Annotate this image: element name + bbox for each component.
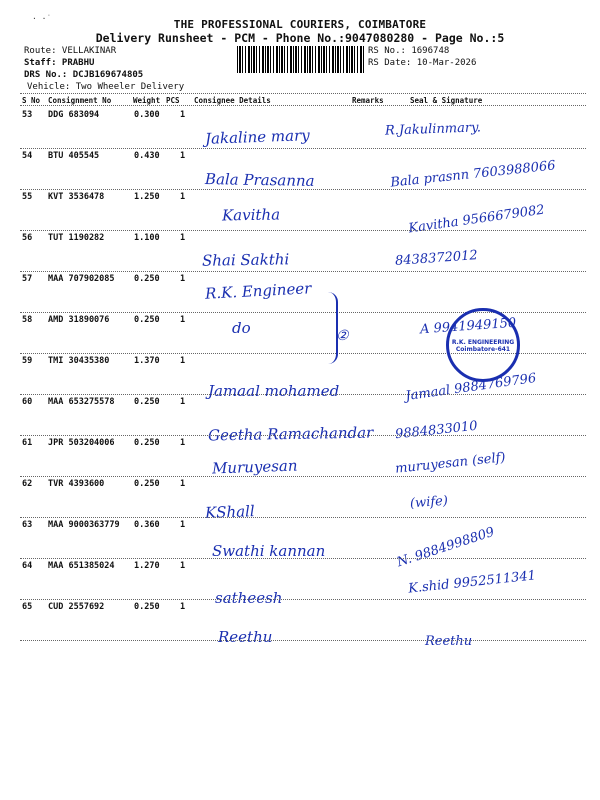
row-weight: 1.100 xyxy=(134,233,160,243)
row-pcs: 1 xyxy=(180,561,186,571)
row-consignment-no: TUT 1190282 xyxy=(48,233,105,243)
row-consignment-no: BTU 405545 xyxy=(48,151,100,161)
scan-specks: · ·˙ xyxy=(32,14,52,23)
row-consignment-no: KVT 3536478 xyxy=(48,192,105,202)
staff-label: Staff: PRABHU xyxy=(24,58,95,68)
row-weight: 0.250 xyxy=(134,438,160,448)
barcode-image xyxy=(237,46,365,73)
row-sno: 57 xyxy=(22,274,33,284)
row-consignee-handwriting: Reethu xyxy=(218,628,273,646)
row-sno: 62 xyxy=(22,479,33,489)
runsheet-subtitle: Delivery Runsheet - PCM - Phone No.:9047080280 - Page No.:5 xyxy=(95,31,505,45)
row-weight: 0.250 xyxy=(134,479,160,489)
row-divider xyxy=(20,394,586,395)
row-sno: 55 xyxy=(22,192,33,202)
row-divider xyxy=(20,271,586,272)
row-sno: 53 xyxy=(22,110,33,120)
row-weight: 0.300 xyxy=(134,110,160,120)
row-pcs: 1 xyxy=(180,602,186,612)
row-signature: K.shid 9952511341 xyxy=(407,568,537,597)
row-consignment-no: MAA 9000363779 xyxy=(48,520,120,530)
row-divider xyxy=(20,189,586,190)
row-divider xyxy=(20,148,586,149)
row-weight: 1.250 xyxy=(134,192,160,202)
row-signature: 9884833010 xyxy=(394,418,479,443)
row-divider xyxy=(20,476,586,477)
row-consignment-no: MAA 653275578 xyxy=(48,397,115,407)
row-signature: (wife) xyxy=(409,493,449,512)
row-pcs: 1 xyxy=(180,356,186,366)
row-signature: R.Jakulinmary. xyxy=(384,120,482,139)
drs-number: DRS No.: DCJB169674805 xyxy=(24,70,144,80)
row-weight: 0.250 xyxy=(134,602,160,612)
row-pcs: 1 xyxy=(180,110,186,120)
row-sno: 65 xyxy=(22,602,33,612)
rs-date: RS Date: 10-Mar-2026 xyxy=(368,58,477,68)
row-consignee-handwriting: Jakaline mary xyxy=(204,126,310,148)
circled-mark: ② xyxy=(336,328,349,344)
row-weight: 1.370 xyxy=(134,356,160,366)
row-sno: 60 xyxy=(22,397,33,407)
row-signature: A 9941949150 xyxy=(419,315,517,338)
row-consignment-no: MAA 651385024 xyxy=(48,561,115,571)
col-remarks: Remarks xyxy=(352,96,384,105)
row-consignment-no: JPR 503204006 xyxy=(48,438,115,448)
row-sno: 59 xyxy=(22,356,33,366)
row-weight: 0.250 xyxy=(134,397,160,407)
row-weight: 0.430 xyxy=(134,151,160,161)
row-consignment-no: AMD 31890076 xyxy=(48,315,110,325)
row-weight: 1.270 xyxy=(134,561,160,571)
row-consignment-no: TVR 4393600 xyxy=(48,479,105,489)
company-stamp: R.K. ENGINEERING Coimbatore-641 xyxy=(446,308,520,382)
row-signature: 8438372012 xyxy=(394,248,479,269)
row-pcs: 1 xyxy=(180,274,186,284)
vehicle-label: Vehicle: Two Wheeler Delivery xyxy=(27,82,185,92)
row-pcs: 1 xyxy=(180,397,186,407)
row-pcs: 1 xyxy=(180,315,186,325)
row-consignment-no: CUD 2557692 xyxy=(48,602,105,612)
row-consignee-handwriting: Bala Prasanna xyxy=(204,170,315,190)
row-consignee-handwriting: Swathi kannan xyxy=(212,542,326,560)
row-divider xyxy=(20,599,586,600)
row-consignee-handwriting: Geetha Ramachandar xyxy=(207,423,374,445)
row-pcs: 1 xyxy=(180,438,186,448)
row-sno: 56 xyxy=(22,233,33,243)
col-sno: S No xyxy=(22,96,41,105)
row-sno: 64 xyxy=(22,561,33,571)
row-signature: muruyesan (self) xyxy=(394,450,507,477)
row-divider xyxy=(20,435,586,436)
row-pcs: 1 xyxy=(180,233,186,243)
row-sno: 54 xyxy=(22,151,33,161)
row-signature: N. 9884998809 xyxy=(395,524,497,571)
row-weight: 0.360 xyxy=(134,520,160,530)
row-sno: 63 xyxy=(22,520,33,530)
row-consignee-handwriting: Shai Sakthi xyxy=(201,250,290,270)
header-rule-top xyxy=(20,93,586,94)
row-pcs: 1 xyxy=(180,479,186,489)
row-sno: 58 xyxy=(22,315,33,325)
col-seal-signature: Seal & Signature xyxy=(410,96,483,105)
col-pcs: PCS xyxy=(166,96,180,105)
row-sno: 61 xyxy=(22,438,33,448)
col-consignee: Consignee Details xyxy=(194,96,271,105)
col-consignment: Consignment No xyxy=(48,96,112,105)
row-signature: Jamaal 9884769796 xyxy=(404,370,538,405)
row-consignee-handwriting: Jamaal mohamed xyxy=(208,382,340,400)
row-pcs: 1 xyxy=(180,520,186,530)
row-signature: Bala prasnn 7603988066 xyxy=(389,158,557,191)
row-signature: Reethu xyxy=(425,634,473,649)
row-consignee-handwriting: KShall xyxy=(204,502,255,522)
rs-number: RS No.: 1696748 xyxy=(368,46,450,56)
row-pcs: 1 xyxy=(180,192,186,202)
row-consignee-handwriting: Muruyesan xyxy=(211,456,298,478)
row-pcs: 1 xyxy=(180,151,186,161)
row-consignment-no: DDG 683094 xyxy=(48,110,100,120)
row-consignment-no: TMI 30435380 xyxy=(48,356,110,366)
row-divider xyxy=(20,517,586,518)
row-signature: Kavitha 9566679082 xyxy=(407,202,546,237)
col-weight: Weight xyxy=(133,96,161,105)
row-consignee-handwriting: Kavitha xyxy=(221,205,281,225)
row-weight: 0.250 xyxy=(134,315,160,325)
row-weight: 0.250 xyxy=(134,274,160,284)
company-title: THE PROFESSIONAL COURIERS, COIMBATORE xyxy=(173,18,427,31)
header-rule-bottom xyxy=(20,105,586,106)
row-divider xyxy=(20,558,586,559)
row-consignee-handwriting: do xyxy=(232,319,251,337)
row-divider xyxy=(20,230,586,231)
row-consignee-handwriting: satheesh xyxy=(215,589,283,607)
row-divider xyxy=(20,640,586,641)
row-consignee-handwriting: R.K. Engineer xyxy=(204,279,312,303)
row-consignment-no: MAA 707902085 xyxy=(48,274,115,284)
route-label: Route: VELLAKINAR xyxy=(24,46,117,56)
